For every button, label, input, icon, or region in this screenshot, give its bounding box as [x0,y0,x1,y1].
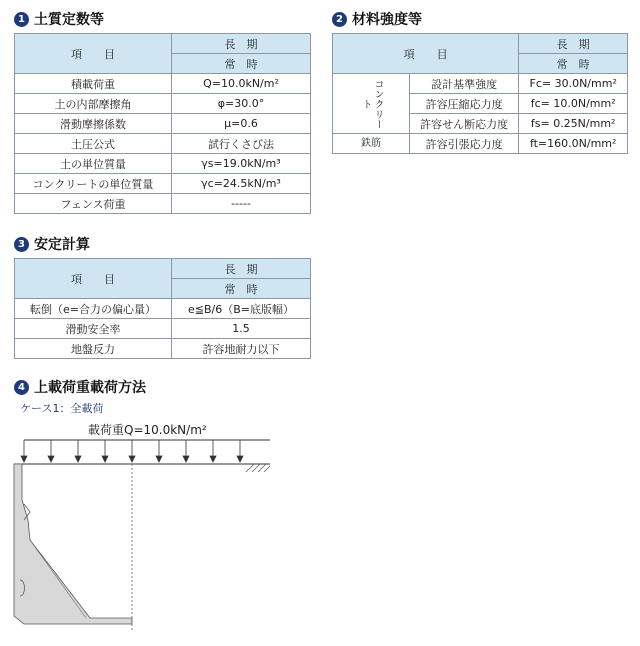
row-item: 土の単位質量 [15,154,172,174]
section-number-badge: 3 [14,237,29,252]
section-4-heading [14,378,146,396]
material-strength-table [332,33,628,154]
row-value: 試行くさび法 [172,134,311,154]
table-row [15,339,311,359]
section-title: 材料強度等 [352,12,422,28]
table-row [333,74,628,94]
row-value: 許容地耐力以下 [172,339,311,359]
row-value: Fc= 30.0N/mm² [519,74,628,94]
row-item: 土圧公式 [15,134,172,154]
table-row [15,319,311,339]
header-item: 項 目 [333,34,519,74]
row-value: fc= 10.0N/mm² [519,94,628,114]
row-item: フェンス荷重 [15,194,172,214]
table-row [15,134,311,154]
row-value: 1.5 [172,319,311,339]
row-value: fs= 0.25N/mm² [519,114,628,134]
table-row [15,194,311,214]
table-row [15,299,311,319]
header-long-term: 長 期 [172,34,311,54]
section-number-badge: 2 [332,12,347,27]
row-value: γs=19.0kN/m³ [172,154,311,174]
row-item: 積載荷重 [15,74,172,94]
row-value: γc=24.5kN/m³ [172,174,311,194]
row-item: 地盤反力 [15,339,172,359]
group-steel: 鉄筋 [333,134,410,154]
row-item: 土の内部摩擦角 [15,94,172,114]
row-item: 滑動安全率 [15,319,172,339]
group-concrete: コンクリート [333,74,410,134]
section-material-strength [332,10,628,154]
header-item: 項 目 [15,34,172,74]
row-item: 設計基準強度 [410,74,519,94]
header-long-term: 長 期 [519,34,628,54]
section-1-heading [14,10,311,28]
row-value: Q=10.0kN/m² [172,74,311,94]
section-number-badge: 4 [14,380,29,395]
header-item: 項 目 [15,259,172,299]
section-surcharge-method [14,378,146,416]
row-item: 許容圧縮応力度 [410,94,519,114]
section-stability-calc [14,235,311,359]
row-value: e≦B/6（B=底版幅） [172,299,311,319]
row-value: ft=160.0N/mm² [519,134,628,154]
case-label: ケース1：全載荷 [20,402,104,415]
row-item: 許容せん断応力度 [410,114,519,134]
section-3-heading [14,235,311,253]
header-normal: 常 時 [172,54,311,74]
ground-hatch [246,464,270,472]
row-value: φ=30.0° [172,94,311,114]
header-normal: 常 時 [172,279,311,299]
surcharge-diagram [0,430,300,640]
section-title: 土質定数等 [34,12,104,28]
section-title: 上載荷重載荷方法 [34,380,146,396]
section-number-badge: 1 [14,12,29,27]
table-row [15,74,311,94]
table-row [15,114,311,134]
table-row [15,174,311,194]
row-value: μ=0.6 [172,114,311,134]
load-label: 載荷重Q=10.0kN/m² [88,423,207,437]
table-row [333,134,628,154]
load-arrows [21,440,243,462]
row-item: 滑動摩擦係数 [15,114,172,134]
header-long-term: 長 期 [172,259,311,279]
header-normal: 常 時 [519,54,628,74]
section-soil-constants [14,10,311,214]
soil-constants-table [14,33,311,214]
table-row [15,94,311,114]
row-value: ----- [172,194,311,214]
row-item: 許容引張応力度 [410,134,519,154]
row-item: 転倒（e=合力の偏心量） [15,299,172,319]
stability-table [14,258,311,359]
section-title: 安定計算 [34,237,90,253]
section-2-heading [332,10,628,28]
table-row [15,154,311,174]
row-item: コンクリートの単位質量 [15,174,172,194]
